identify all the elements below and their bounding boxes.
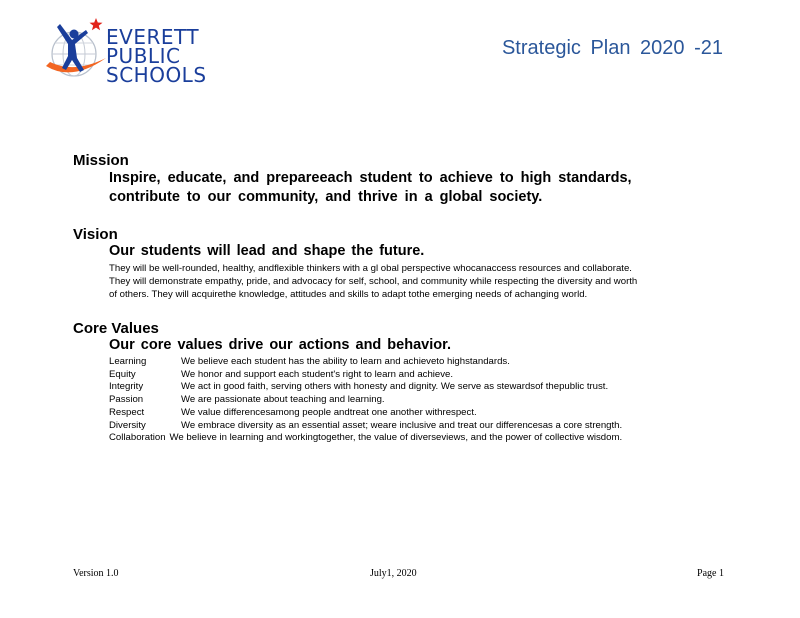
core-value-name: Learning [109, 356, 147, 367]
district-logo [44, 14, 207, 87]
core-value-respect [109, 407, 477, 418]
core-values-heading: Core Values [73, 320, 159, 337]
core-value-name: Passion [109, 394, 144, 405]
core-value-passion [109, 394, 385, 405]
core-value-diversity [109, 420, 622, 431]
mission-heading: Mission [73, 152, 129, 169]
core-value-learning [109, 356, 510, 367]
core-value-text: We are passionate about teaching and learning. [181, 394, 385, 405]
core-value-collaboration [109, 432, 622, 443]
mission-line-2: contribute to our community, and thrive in a global society. [109, 189, 543, 205]
core-value-text: We honor and support each student's right to learn and achieve. [181, 369, 454, 380]
footer-date: July1, 2020 [370, 568, 417, 579]
core-value-name: Diversity [109, 420, 146, 431]
core-value-text: We act in good faith, serving others with honesty and dignity. We serve as stewardsof thepublic trust. [181, 381, 609, 392]
core-value-integrity [109, 381, 608, 392]
vision-line-3: of others. They will acquirethe knowledge, attitudes and skills to adapt tothe emerging needs of achanging world. [109, 289, 588, 300]
core-value-name: Respect [109, 407, 145, 418]
logo-wordmark [106, 25, 207, 87]
footer-version: Version 1.0 [73, 568, 119, 579]
core-value-equity [109, 369, 453, 380]
vision-heading: Vision [73, 226, 118, 243]
plan-title: Strategic Plan 2020 -21 [501, 37, 723, 59]
vision-lead: Our students will lead and shape the future. [109, 243, 425, 259]
core-value-text: We value differencesamong people andtreat one another withrespect. [181, 407, 477, 418]
core-value-name: Integrity [109, 381, 144, 392]
core-value-name: Equity [109, 369, 136, 380]
mission-line-1: Inspire, educate, and prepareeach student to achieve to high standards, [109, 170, 632, 186]
core-values-lead: Our core values drive our actions and behavior. [109, 337, 451, 353]
core-value-name: Collaboration [109, 432, 166, 443]
globe-runner-icon [44, 14, 108, 86]
vision-line-2: They will demonstrate empathy, pride, and advocacy for self, school, and community while respecting the diversity and worth [109, 276, 638, 287]
core-value-text: We believe in learning and workingtogether, the value of diverseviews, and the power of collective wisdom. [169, 432, 623, 443]
core-value-text: We embrace diversity as an essential asset; weare inclusive and treat our differencesas a core strength. [181, 420, 623, 431]
core-value-text: We believe each student has the ability to learn and achieveto highstandards. [181, 356, 510, 367]
logo-line-1: EVERETT [106, 25, 200, 49]
vision-line-1: They will be well-rounded, healthy, andflexible thinkers with a gl obal perspective whocanaccess resources and collaborate. [109, 263, 632, 274]
logo-line-3: SCHOOLS [106, 63, 207, 87]
footer-page-number: Page 1 [697, 568, 724, 579]
logo-line-2: PUBLIC [106, 44, 181, 68]
